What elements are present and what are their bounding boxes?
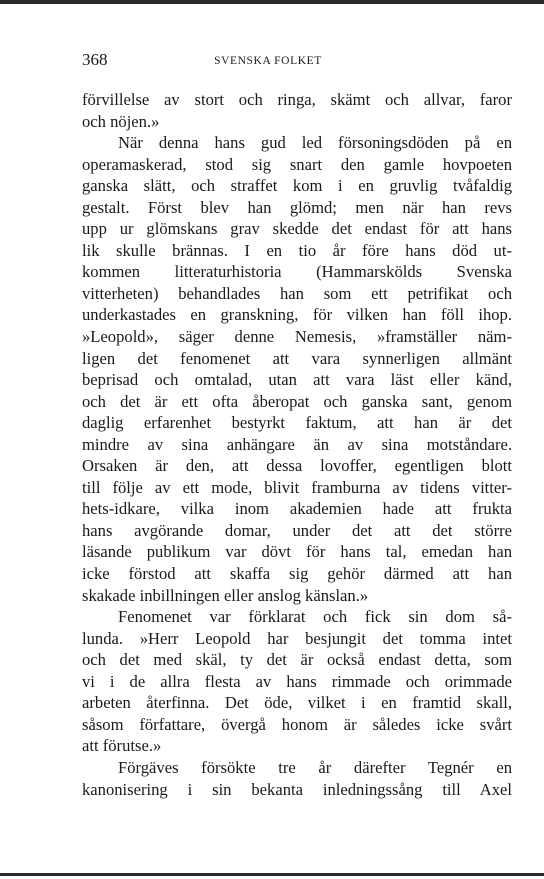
text-line: och nöjen.» bbox=[82, 111, 160, 131]
text-line: och det är ett ofta åberopat och ganska sant, genom bbox=[82, 391, 512, 411]
text-line: vi i de allra flesta av hans rimmade och orimmade bbox=[82, 671, 512, 691]
text-line: gestalt. Först blev han glömd; men när han revs bbox=[82, 197, 512, 217]
text-line: lunda. »Herr Leopold har besjungit det tomma intet bbox=[82, 628, 512, 648]
text-line: Orsaken är den, att dessa lovoffer, egentligen blott bbox=[82, 456, 512, 476]
running-header bbox=[82, 49, 512, 71]
text-line: förvillelse av stort och ringa, skämt och allvar, faror bbox=[82, 90, 512, 109]
text-line: När denna hans gud led försoningsdöden på en bbox=[118, 133, 512, 153]
page-number: 368 bbox=[82, 50, 108, 69]
text-line: »Leopold», säger denne Nemesis, »framställer näm- bbox=[82, 327, 512, 347]
text-line: såsom författare, övergå honom är således icke svårt bbox=[82, 714, 512, 734]
running-title: SVENSKA FOLKET bbox=[214, 55, 322, 67]
text-line: hans avgörande domar, under det att det större bbox=[82, 520, 512, 540]
text-line: kommen litteraturhistoria (Hammarskölds Svenska bbox=[82, 262, 512, 282]
text-line: icke förstod att skaffa sig gehör därmed att han bbox=[82, 564, 512, 584]
text-line: Förgäves försökte tre år därefter Tegnér en bbox=[118, 757, 512, 777]
text-line: underkastades en granskning, för vilken han föll ihop. bbox=[82, 305, 512, 325]
text-line: hets-idkare, vilka inom akademien hade att frukta bbox=[82, 499, 512, 519]
text-line: beprisad och omtalad, utan att vara läst eller känd, bbox=[82, 370, 512, 390]
text-line: ligen det fenomenet att vara synnerligen allmänt bbox=[82, 348, 512, 368]
text-line: mindre av sina anhängare än av sina motståndare. bbox=[82, 434, 512, 454]
text-line: ganska slätt, och straffet kom i en gruvlig tvåfaldig bbox=[82, 176, 512, 196]
text-line: daglig erfarenhet bestyrkt faktum, att han är det bbox=[82, 413, 512, 433]
text-line: lik skulle brännas. I en tio år före hans död ut- bbox=[82, 240, 512, 260]
text-line: Fenomenet var förklarat och fick sin dom så- bbox=[118, 607, 512, 627]
text-line: läsande publikum var dövt för hans tal, emedan han bbox=[82, 542, 512, 562]
bottom-scan-edge bbox=[0, 873, 544, 876]
text-line: arbeten återfinna. Det öde, vilket i en framtid skall, bbox=[82, 693, 512, 713]
text-line: och det med skäl, ty det är också endast detta, som bbox=[82, 650, 512, 670]
body-text bbox=[82, 89, 512, 800]
top-scan-edge bbox=[0, 0, 544, 4]
text-line: att förutse.» bbox=[82, 736, 162, 756]
text-line: vitterheten) behandlades han som ett petrifikat och bbox=[82, 283, 512, 303]
text-line: skakade inbillningen eller anslog känslan.» bbox=[82, 585, 369, 605]
text-line: kanonisering i sin bekanta inledningssång till Axel bbox=[82, 779, 512, 799]
text-line: upp ur glömskans grav skedde det endast för att hans bbox=[82, 219, 512, 239]
text-line: till följe av ett mode, blivit framburna av tidens vitter- bbox=[82, 477, 512, 497]
text-line: operamaskerad, stod sig snart den gamle hovpoeten bbox=[82, 154, 512, 174]
